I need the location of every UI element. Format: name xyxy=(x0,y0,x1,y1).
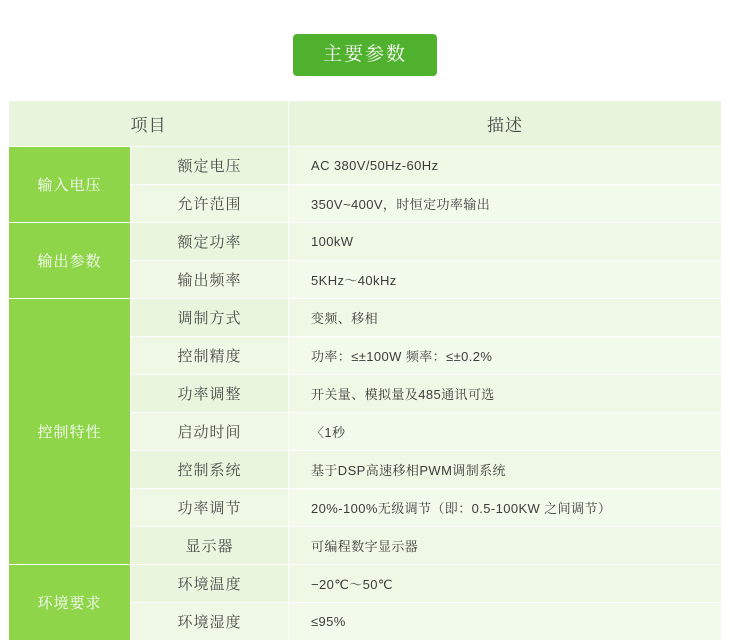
table-header-description: 描述 xyxy=(289,101,722,147)
param-label: 控制系统 xyxy=(131,451,289,489)
param-value: ≤95% xyxy=(289,603,722,641)
param-label: 控制精度 xyxy=(131,337,289,375)
param-value: AC 380V/50Hz-60Hz xyxy=(289,147,722,185)
param-value: 可编程数字显示器 xyxy=(289,527,722,565)
param-value: 〈1秒 xyxy=(289,413,722,451)
param-value: 5KHz～40kHz xyxy=(289,261,722,299)
table-row xyxy=(9,147,722,185)
table-row xyxy=(9,223,722,261)
page-title: 主要参数 xyxy=(293,34,437,76)
param-value: 开关量、模拟量及485通讯可选 xyxy=(289,375,722,413)
param-value: 变频、移相 xyxy=(289,299,722,337)
param-label: 允许范围 xyxy=(131,185,289,223)
parameters-table xyxy=(8,100,722,641)
param-value: 100kW xyxy=(289,223,722,261)
param-label: 调制方式 xyxy=(131,299,289,337)
group-label-output-parameters: 输出参数 xyxy=(9,223,131,299)
param-value: 基于DSP高速移相PWM调制系统 xyxy=(289,451,722,489)
group-label-input-voltage: 输入电压 xyxy=(9,147,131,223)
param-value: 350V~400V，时恒定功率输出 xyxy=(289,185,722,223)
table-row xyxy=(9,299,722,337)
group-label-environment-requirements: 环境要求 xyxy=(9,565,131,641)
param-label: 功率调整 xyxy=(131,375,289,413)
param-label: 环境湿度 xyxy=(131,603,289,641)
param-label: 输出频率 xyxy=(131,261,289,299)
param-label: 显示器 xyxy=(131,527,289,565)
table-header-row xyxy=(9,101,722,147)
param-label: 功率调节 xyxy=(131,489,289,527)
param-label: 启动时间 xyxy=(131,413,289,451)
table-row xyxy=(9,565,722,603)
param-label: 额定功率 xyxy=(131,223,289,261)
page-title-area xyxy=(0,0,730,76)
group-label-control-characteristics: 控制特性 xyxy=(9,299,131,565)
param-value: −20℃～50℃ xyxy=(289,565,722,603)
table-header-project: 项目 xyxy=(9,101,289,147)
param-label: 环境温度 xyxy=(131,565,289,603)
param-label: 额定电压 xyxy=(131,147,289,185)
param-value: 20%-100%无级调节（即：0.5-100KW 之间调节） xyxy=(289,489,722,527)
param-value: 功率：≤±100W 频率：≤±0.2% xyxy=(289,337,722,375)
